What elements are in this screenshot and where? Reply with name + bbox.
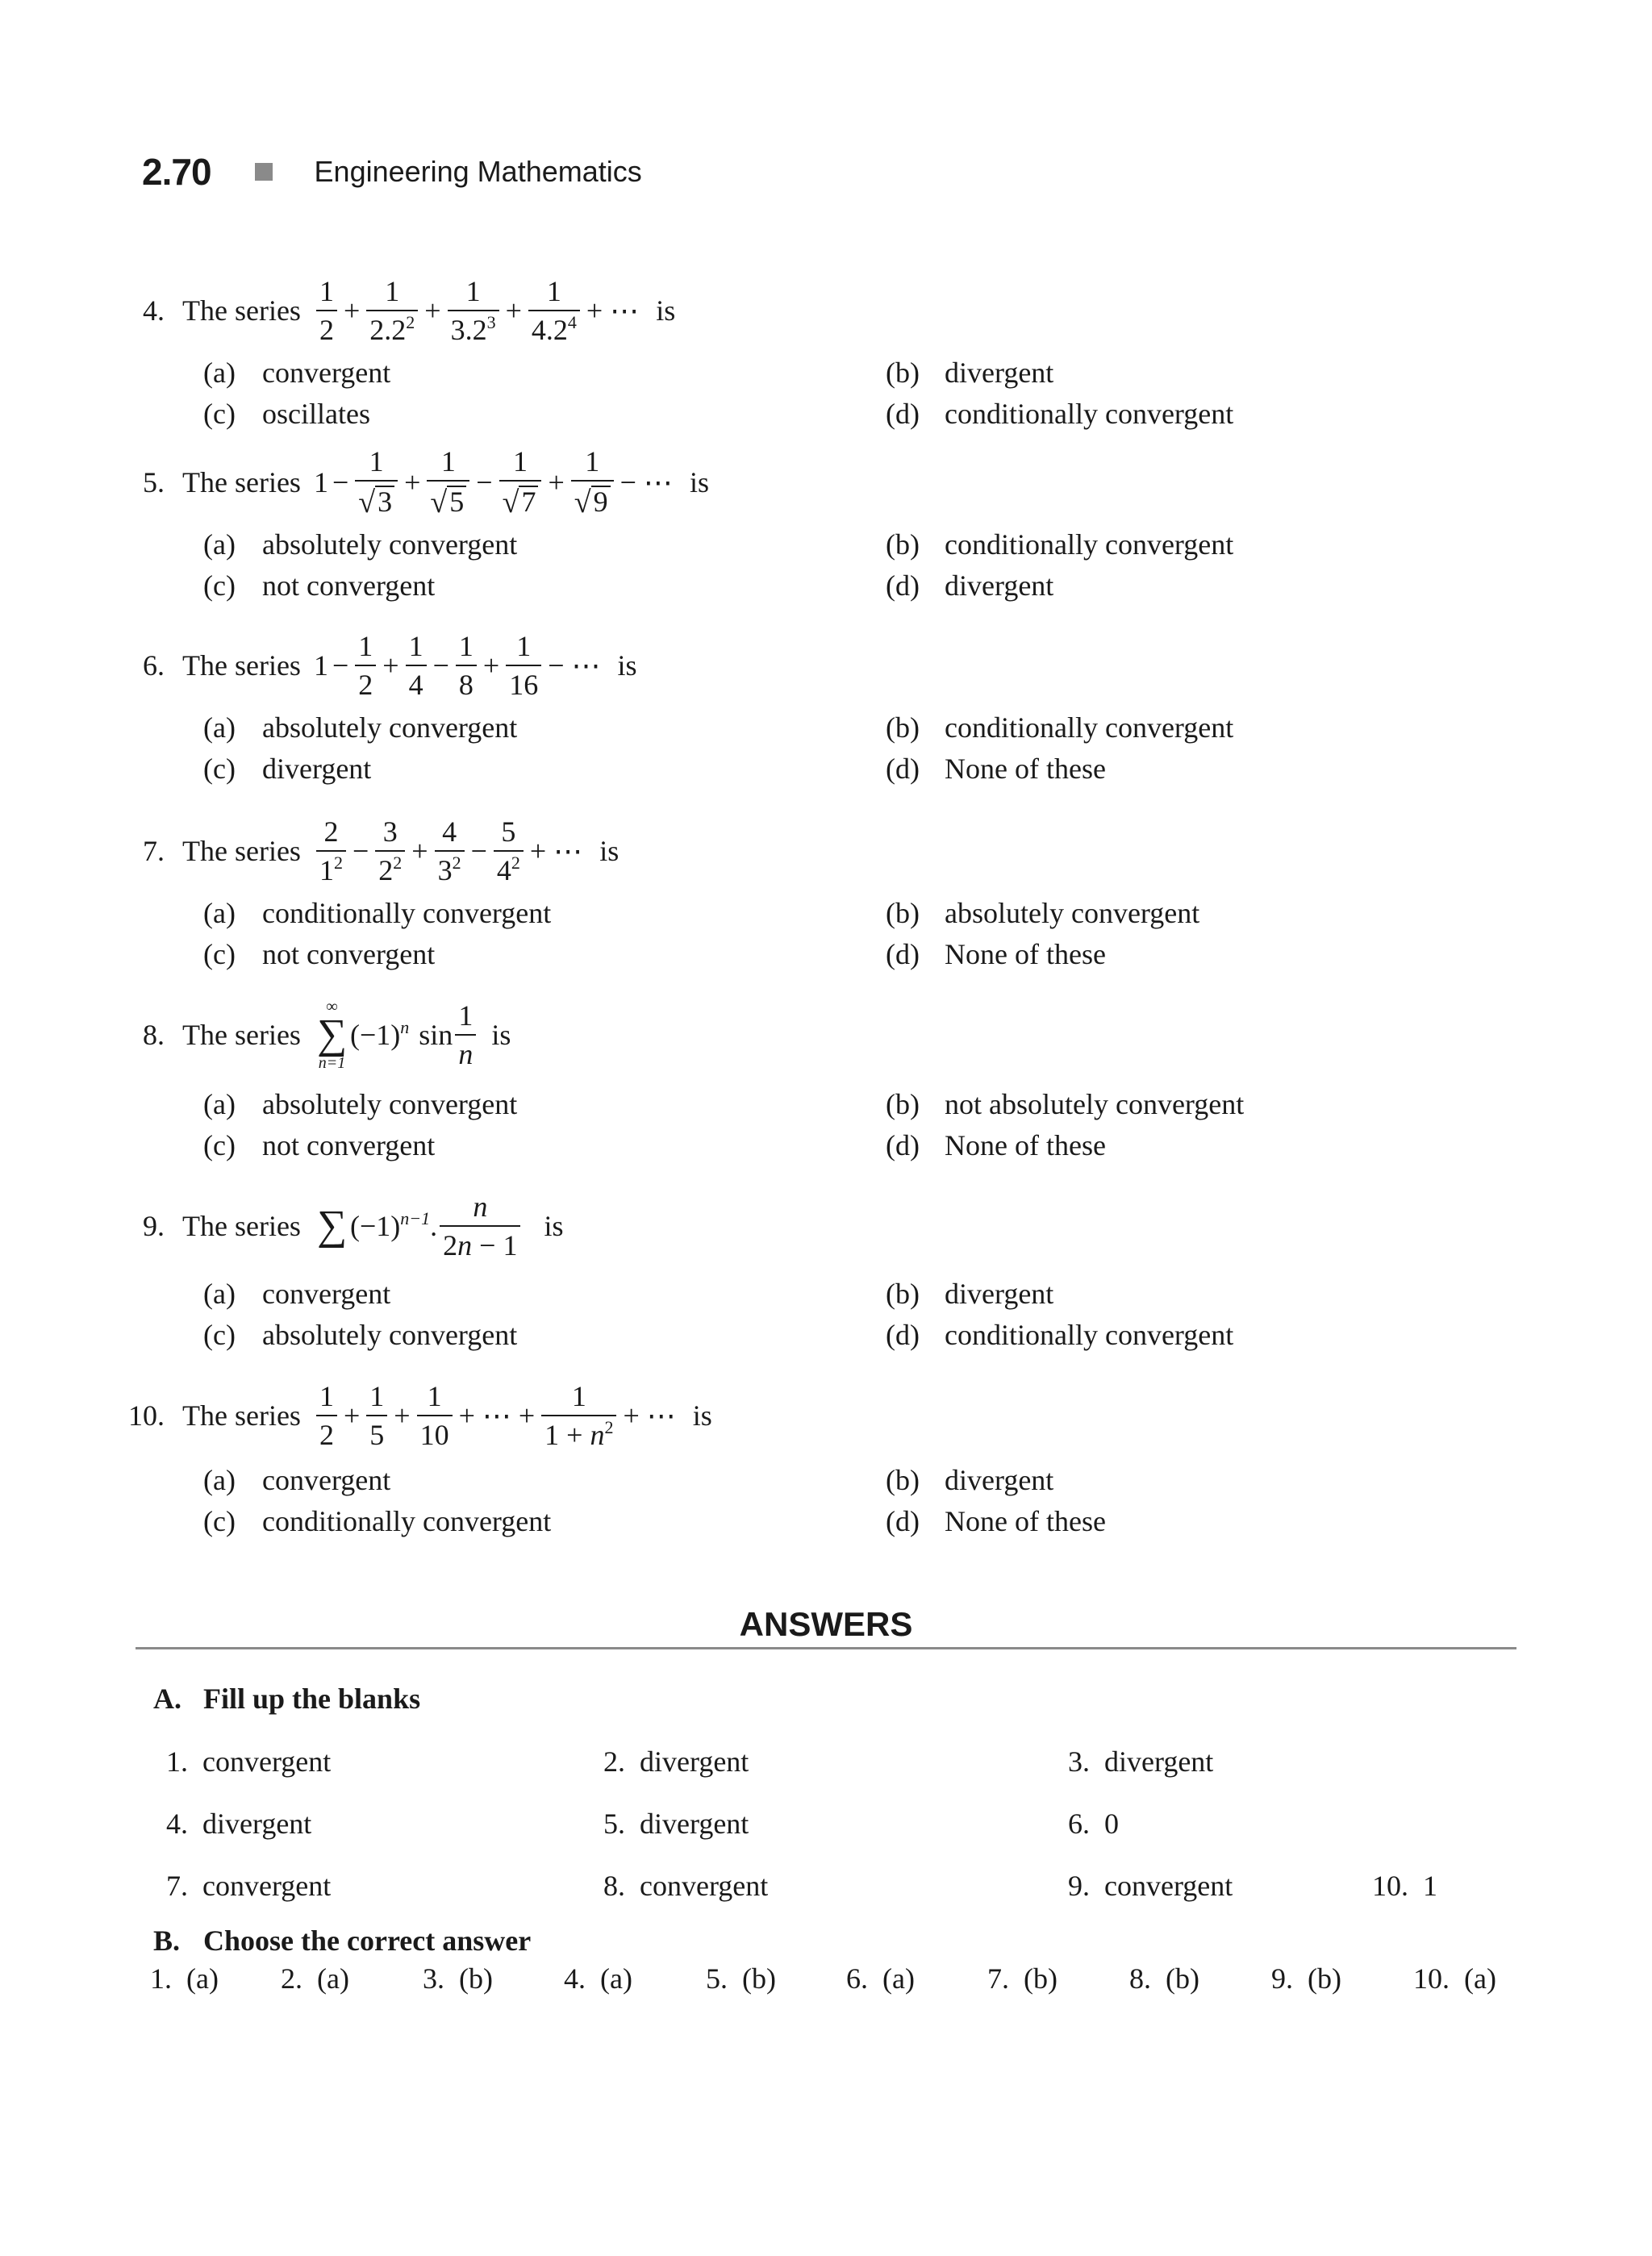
math-expression: $\frac{2}{1^2}$ − $\frac{3}{2^2}$ + $\frac{4}{3^2}$ − $\frac{5}{4^2}$ + ⋯ xyxy=(314,817,586,885)
question-number: 4. xyxy=(143,294,165,327)
option-d: (d) None of these xyxy=(886,1505,1106,1537)
option-c: (c) not convergent xyxy=(203,1129,436,1161)
question-stem: The series xyxy=(182,835,301,867)
option-a: (a) absolutely convergent xyxy=(203,1088,518,1120)
choice-answer: 8. (b) xyxy=(1129,1962,1199,1995)
option-a: (a) conditionally convergent xyxy=(203,897,552,929)
question-stem: The series xyxy=(182,1210,301,1242)
question-stem: The series xyxy=(182,294,301,327)
section-b-heading: B. Choose the correct answer xyxy=(153,1924,532,1957)
option-a: (a) absolutely convergent xyxy=(203,528,518,561)
answer-item: 5. divergent xyxy=(603,1808,749,1840)
square-bullet-icon xyxy=(255,163,273,181)
math-expression: $\frac{1}{2}$ + $\frac{1}{5}$ + $\frac{1}{10}$ + ⋯ + $\frac{1}{1 + n^2}$ + ⋯ xyxy=(314,1382,680,1449)
section-a-heading: A. Fill up the blanks xyxy=(153,1683,421,1715)
option-b: (b) conditionally convergent xyxy=(886,711,1234,744)
option-c: (c) conditionally convergent xyxy=(203,1505,552,1537)
question-number: 10. xyxy=(128,1399,165,1432)
option-a: (a) absolutely convergent xyxy=(203,711,518,744)
math-expression: 1 − $\frac{1}{2}$ + $\frac{1}{4}$ − $\frac{1}{8}$ + $\frac{1}{16}$ − ⋯ xyxy=(313,630,601,701)
option-c: (c) not convergent xyxy=(203,569,436,602)
question-number: 9. xyxy=(143,1210,165,1242)
choice-answer: 5. (b) xyxy=(706,1962,776,1995)
option-c: (c) absolutely convergent xyxy=(203,1319,518,1351)
book-title: Engineering Mathematics xyxy=(314,155,642,188)
question-stem: The series xyxy=(182,1019,301,1051)
math-expression: ∞ ∑ n=1 $(-1)^n$ sin $\frac{1}{n}$ xyxy=(314,999,478,1070)
option-b: (b) absolutely convergent xyxy=(886,897,1200,929)
answer-item: 7. convergent xyxy=(166,1870,332,1902)
option-b: (b) divergent xyxy=(886,1278,1054,1310)
option-b: (b) divergent xyxy=(886,1464,1054,1496)
math-expression: ∑ $(-1)^{n-1}$. $\frac{n}{2n - 1}$ xyxy=(314,1192,524,1260)
answer-item: 9. convergent xyxy=(1068,1870,1233,1902)
question-stem: The series xyxy=(182,649,301,682)
answer-item: 6. 0 xyxy=(1068,1808,1119,1840)
choice-answer: 4. (a) xyxy=(564,1962,632,1995)
option-a: (a) convergent xyxy=(203,357,391,389)
option-a: (a) convergent xyxy=(203,1464,391,1496)
question-suffix: is xyxy=(544,1210,564,1242)
question-number: 7. xyxy=(143,835,165,867)
question-suffix: is xyxy=(656,294,676,327)
page-header xyxy=(142,144,642,200)
option-d: (d) conditionally convergent xyxy=(886,1319,1234,1351)
divider xyxy=(136,1647,1516,1649)
question-stem: The series xyxy=(182,1399,301,1432)
question-suffix: is xyxy=(617,649,637,682)
answer-item: 1. convergent xyxy=(166,1745,332,1778)
question-number: 8. xyxy=(143,1019,165,1051)
choice-answer: 6. (a) xyxy=(846,1962,915,1995)
option-d: (d) None of these xyxy=(886,938,1106,970)
answers-heading: ANSWERS xyxy=(739,1605,913,1643)
question-suffix: is xyxy=(491,1019,511,1051)
choice-answer: 1. (a) xyxy=(150,1962,219,1995)
question-stem: The series xyxy=(182,466,301,498)
question-suffix: is xyxy=(692,1399,712,1432)
answer-item: 8. convergent xyxy=(603,1870,769,1902)
option-b: (b) divergent xyxy=(886,357,1054,389)
answer-item: 2. divergent xyxy=(603,1745,749,1778)
choice-answer: 3. (b) xyxy=(423,1962,493,1995)
question-suffix: is xyxy=(689,466,709,498)
math-expression: 1 − 1 √ 3 + 1 √ 5 − 1 √ 7 + 1 √ 9 − ⋯ xyxy=(313,445,673,519)
option-b: (b) not absolutely convergent xyxy=(886,1088,1245,1120)
choice-answer: 9. (b) xyxy=(1271,1962,1341,1995)
page-number: 2.70 xyxy=(142,151,211,193)
option-b: (b) conditionally convergent xyxy=(886,528,1234,561)
option-d: (d) None of these xyxy=(886,1129,1106,1161)
answer-item: 4. divergent xyxy=(166,1808,312,1840)
question-suffix: is xyxy=(599,835,620,867)
question-number: 5. xyxy=(143,466,165,498)
question-number: 6. xyxy=(143,649,165,682)
option-d: (d) conditionally convergent xyxy=(886,398,1234,430)
choice-answer: 2. (a) xyxy=(281,1962,349,1995)
option-c: (c) not convergent xyxy=(203,938,436,970)
math-expression: $\frac{1}{2}$ + $\frac{1}{2.2^2}$ + $\frac{1}{3.2^3}$ + $\frac{1}{4.2^4}$ + ⋯ xyxy=(314,277,643,344)
choice-answer: 10. (a) xyxy=(1413,1962,1496,1995)
option-c: (c) divergent xyxy=(203,753,372,785)
option-a: (a) convergent xyxy=(203,1278,391,1310)
option-d: (d) divergent xyxy=(886,569,1054,602)
answer-item: 10. 1 xyxy=(1372,1870,1437,1902)
choice-answer: 7. (b) xyxy=(987,1962,1058,1995)
answer-item: 3. divergent xyxy=(1068,1745,1214,1778)
option-d: (d) None of these xyxy=(886,753,1106,785)
option-c: (c) oscillates xyxy=(203,398,370,430)
